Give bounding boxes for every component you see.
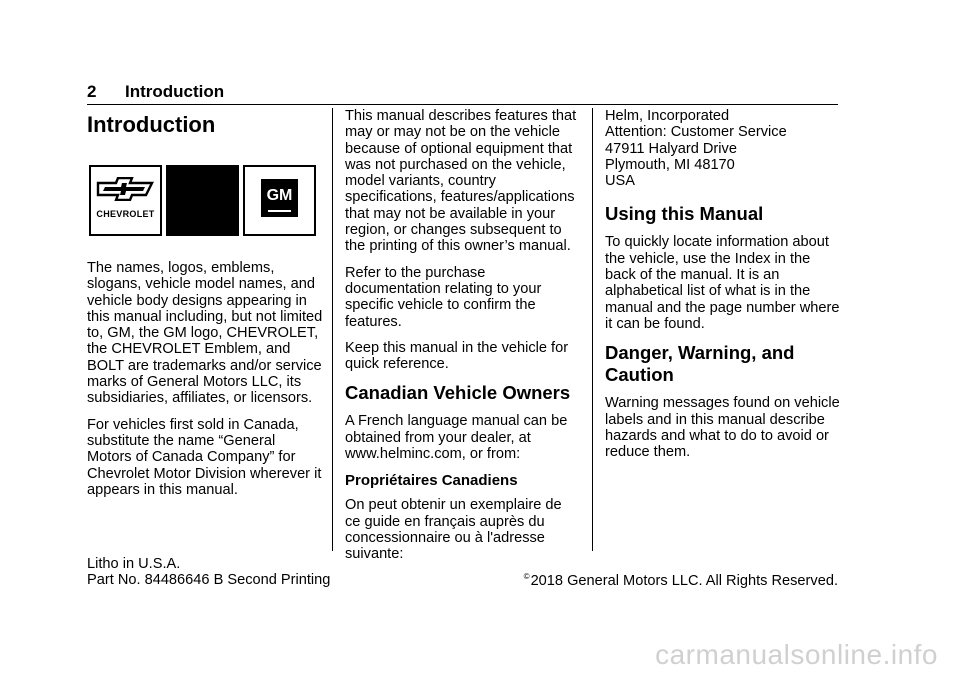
chevrolet-wordmark: CHEVROLET <box>96 208 155 219</box>
page-title: Introduction <box>87 112 216 137</box>
copyright-symbol: © <box>523 572 530 581</box>
french-manual-paragraph: A French language manual can be obtained from your dealer, at www.helminc.com, or from: <box>345 413 568 463</box>
french-paragraph: On peut obtenir un exemplaire de ce guide en français auprès du concessionnaire ou à l'adresse suivante: <box>345 497 562 563</box>
part-number: Part No. 84486646 B Second Printing <box>87 572 331 588</box>
page-header <box>87 82 838 105</box>
gm-wordmark: GM <box>261 179 298 217</box>
keep-manual-paragraph: Keep this manual in the vehicle for quick reference. <box>345 339 569 373</box>
footer-copyright <box>524 569 838 589</box>
black-logo-tile <box>166 165 239 236</box>
watermark: carmanualsonline.info <box>655 639 938 670</box>
danger-warning-heading: Danger, Warning, and Caution <box>605 342 795 386</box>
using-manual-heading: Using this Manual <box>605 203 764 225</box>
purchase-documentation-paragraph: Refer to the purchase documentation relating to your specific vehicle to confirm the features. <box>345 264 542 330</box>
using-manual-paragraph: To quickly locate information about the vehicle, use the Index in the back of the manual. It is an alphabetical list of what is in the manual and the page number where it can be found. <box>605 234 840 332</box>
header-section-title: Introduction <box>125 82 225 101</box>
chevrolet-logo <box>89 165 162 236</box>
column-divider-2 <box>592 108 593 551</box>
column-2 <box>345 108 581 573</box>
column-3 <box>605 108 845 470</box>
page-number: 2 <box>87 82 97 101</box>
proprietaires-heading: Propriétaires Canadiens <box>345 472 518 490</box>
litho-text: Litho in U.S.A. <box>87 556 181 572</box>
canadian-owners-heading: Canadian Vehicle Owners <box>345 382 571 404</box>
chevrolet-bowtie-icon <box>96 177 154 201</box>
column-divider-1 <box>332 108 333 551</box>
danger-warning-paragraph: Warning messages found on vehicle labels and in this manual describe hazards and what to do to avoid or reduce them. <box>605 395 840 461</box>
column-1 <box>87 108 327 508</box>
canada-name-paragraph: For vehicles first sold in Canada, substitute the name “General Motors of Canada Company” for Chevrolet Motor Division wherever it appears in this manual. <box>87 416 322 498</box>
features-paragraph: This manual describes features that may or may not be on the vehicle because of optional equipment that was not purchased on the vehicle, model variants, country specifications, features/applications that may not be available in your region, or changes subsequent to the printing of this owner’s manual. <box>345 108 577 255</box>
helm-address: Helm, Incorporated Attention: Customer Service 47911 Halyard Drive Plymouth, MI 48170 USA <box>605 108 787 190</box>
copyright-text: 2018 General Motors LLC. All Rights Reserved. <box>530 572 838 589</box>
footer-left <box>87 556 330 588</box>
brand-logos <box>89 165 327 236</box>
gm-logo <box>243 165 316 236</box>
trademark-paragraph: The names, logos, emblems, slogans, vehicle model names, and vehicle body designs appearing in this manual including, but not limited to, GM, the GM logo, CHEVROLET, the CHEVROLET Emblem, and BOLT are trademarks and/or service marks of General Motors LLC, its subsidiaries, affiliates, or licensors. <box>87 260 323 407</box>
